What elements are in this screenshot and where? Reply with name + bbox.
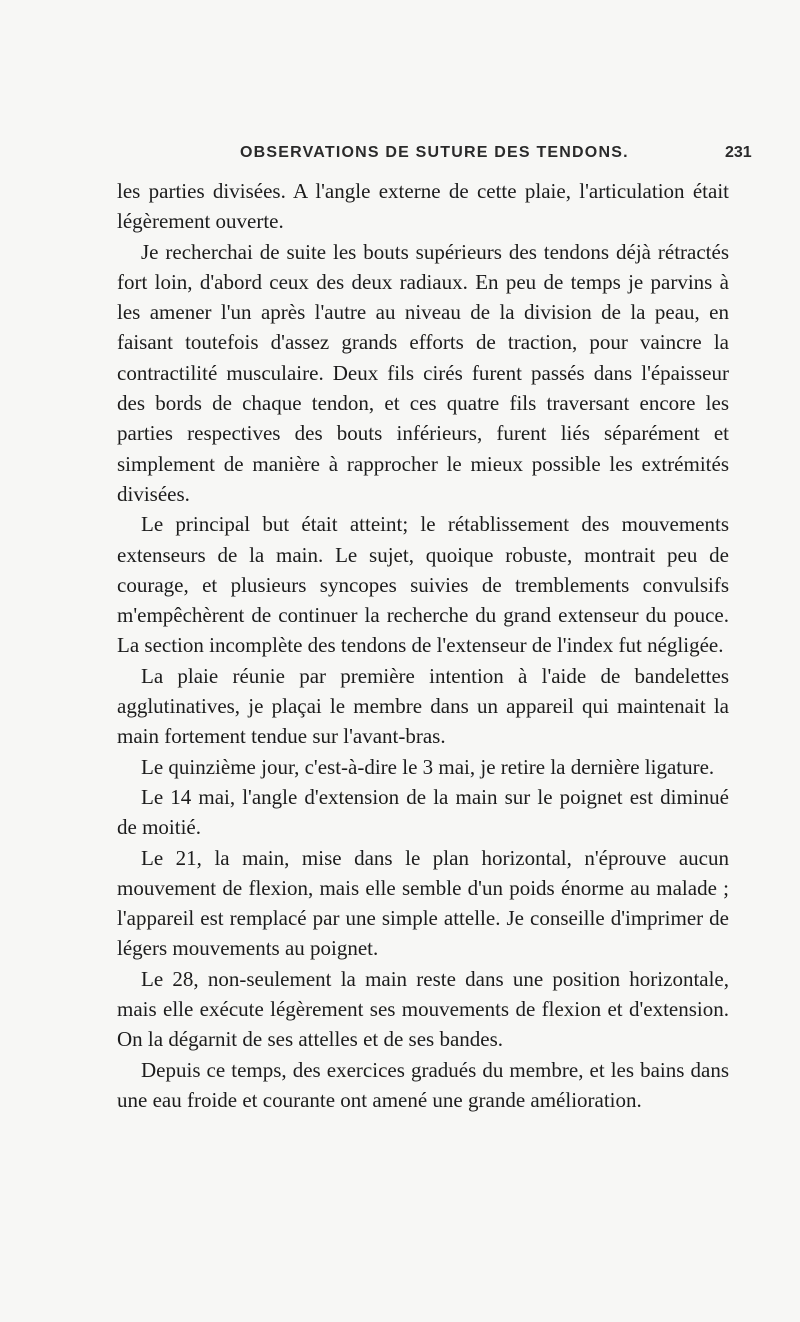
paragraph: Le 28, non-seulement la main reste dans une position horizontale, mais elle exécute légèrement ses mouvements de flexion et d'extension. On la dégarnit de ses attelles et de ses bandes. [117,966,729,1052]
running-title: OBSERVATIONS DE SUTURE DES TENDONS. [240,144,629,161]
paragraph: Le principal but était atteint; le rétablissement des mouvements extenseurs de la main. Le sujet, quoique robuste, montrait peu de courage, et plusieurs syncopes suivies de tremblements convulsifs m'empêchèrent de continuer la recherche du grand extenseur du pouce. La section incomplète des tendons de l'extenseur de l'index fut négligée. [117,512,729,658]
paragraph: les parties divisées. A l'angle externe de cette plaie, l'articulation était légèrement ouverte. [117,179,729,234]
paragraph: Depuis ce temps, des exercices gradués du membre, et les bains dans une eau froide et courante ont amené une grande amélioration. [117,1057,729,1112]
running-head [0,144,800,168]
paragraph: Le quinzième jour, c'est-à-dire le 3 mai, je retire la dernière ligature. [141,754,715,779]
paragraph: La plaie réunie par première intention à l'aide de bandelettes agglutinatives, je plaçai le membre dans un appareil qui maintenait la main fortement tendue sur l'avant-bras. [117,663,729,749]
paragraph: Je recherchai de suite les bouts supérieurs des tendons déjà rétractés fort loin, d'abord ceux des deux radiaux. En peu de temps je parvins à les amener l'un après l'autre au niveau de la division de la peau, en faisant toutefois d'assez grands efforts de traction, pour vaincre la contractilité musculaire. Deux fils cirés furent passés dans l'épaisseur des bords de chaque tendon, et ces quatre fils traversant encore les parties respectives des bouts inférieurs, furent liés séparément et simplement de manière à rapprocher le mieux possible les extrémités divisées. [117,239,729,506]
body-text [117,176,729,1115]
paragraph: Le 14 mai, l'angle d'extension de la main sur le poignet est diminué de moitié. [117,784,729,840]
paragraph: Le 21, la main, mise dans le plan horizontal, n'éprouve aucun mouvement de flexion, mais elle semble d'un poids énorme au malade ; l'appareil est remplacé par une simple attelle. Je conseille d'imprimer de légers mouvements au poignet. [117,845,729,961]
page-number: 231 [725,144,752,161]
